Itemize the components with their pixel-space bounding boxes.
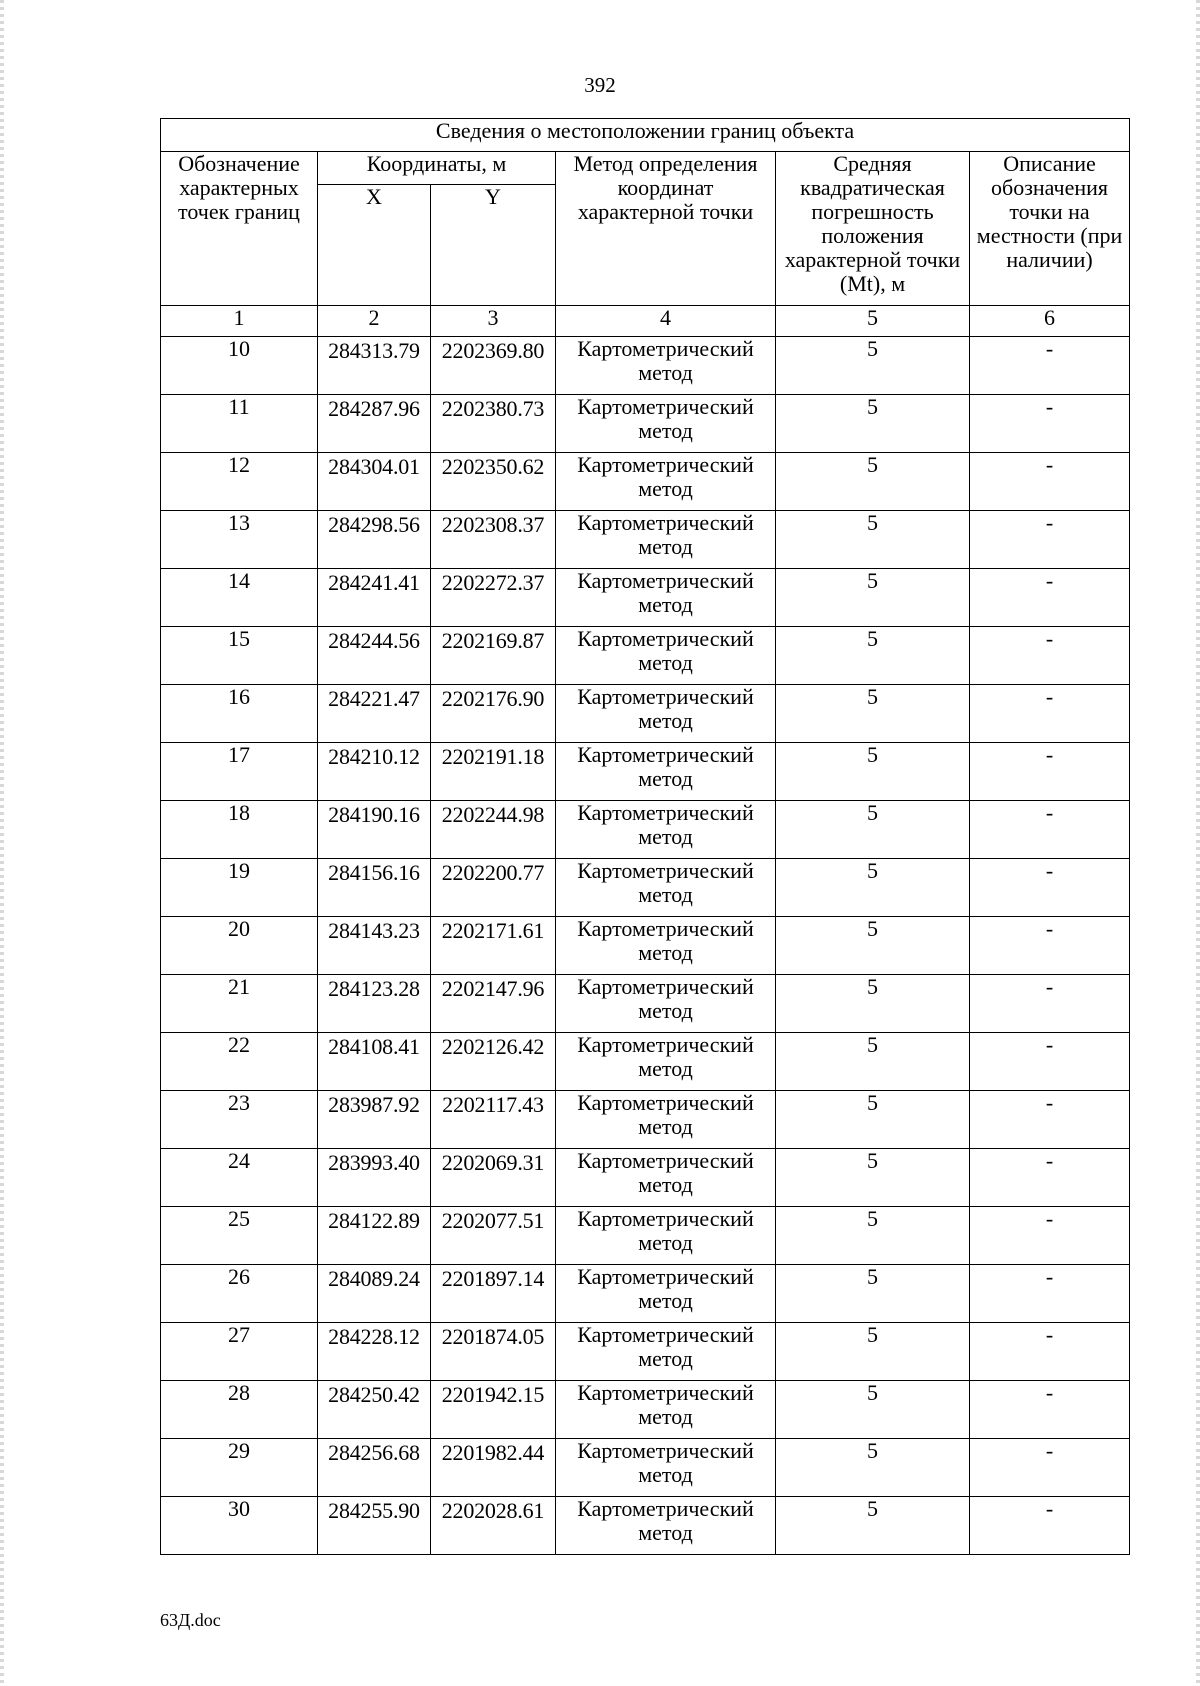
cell-y: 2201874.05	[431, 1323, 556, 1381]
cell-accuracy: 5	[776, 685, 970, 743]
cell-y: 2202117.43	[431, 1091, 556, 1149]
cell-point: 21	[161, 975, 318, 1033]
header-x: X	[318, 185, 431, 306]
cell-description: -	[970, 801, 1130, 859]
cell-description: -	[970, 569, 1130, 627]
table-row	[161, 395, 1130, 453]
scan-edge-left	[0, 0, 4, 1686]
cell-x: 284256.68	[318, 1439, 431, 1497]
cell-description: -	[970, 1497, 1130, 1555]
cell-accuracy: 5	[776, 743, 970, 801]
table-row	[161, 743, 1130, 801]
cell-y: 2201982.44	[431, 1439, 556, 1497]
cell-point: 30	[161, 1497, 318, 1555]
cell-description: -	[970, 395, 1130, 453]
cell-point: 20	[161, 917, 318, 975]
cell-y: 2201942.15	[431, 1381, 556, 1439]
column-number: 1	[161, 306, 318, 337]
cell-method: Картометрический метод	[556, 1207, 776, 1265]
cell-description: -	[970, 743, 1130, 801]
table-row	[161, 1091, 1130, 1149]
table-row	[161, 1149, 1130, 1207]
column-number: 5	[776, 306, 970, 337]
cell-description: -	[970, 337, 1130, 395]
cell-accuracy: 5	[776, 801, 970, 859]
cell-point: 16	[161, 685, 318, 743]
cell-x: 284123.28	[318, 975, 431, 1033]
cell-point: 18	[161, 801, 318, 859]
cell-x: 284089.24	[318, 1265, 431, 1323]
cell-method: Картометрический метод	[556, 1497, 776, 1555]
cell-y: 2202380.73	[431, 395, 556, 453]
cell-point: 12	[161, 453, 318, 511]
boundary-coordinates-table	[160, 118, 1130, 1555]
cell-point: 23	[161, 1091, 318, 1149]
page-number: 392	[584, 73, 616, 97]
cell-point: 14	[161, 569, 318, 627]
cell-accuracy: 5	[776, 337, 970, 395]
table-row	[161, 337, 1130, 395]
cell-x: 284108.41	[318, 1033, 431, 1091]
table-row	[161, 1439, 1130, 1497]
cell-x: 284143.23	[318, 917, 431, 975]
cell-description: -	[970, 1381, 1130, 1439]
cell-point: 24	[161, 1149, 318, 1207]
cell-x: 284298.56	[318, 511, 431, 569]
header-coordinates: Координаты, м	[318, 152, 556, 185]
cell-accuracy: 5	[776, 1265, 970, 1323]
header-point-designation: Обозначение характерных точек границ	[161, 152, 318, 306]
cell-point: 10	[161, 337, 318, 395]
cell-accuracy: 5	[776, 1207, 970, 1265]
cell-x: 284250.42	[318, 1381, 431, 1439]
cell-description: -	[970, 511, 1130, 569]
cell-x: 284156.16	[318, 859, 431, 917]
cell-method: Картометрический метод	[556, 337, 776, 395]
cell-y: 2202069.31	[431, 1149, 556, 1207]
cell-point: 29	[161, 1439, 318, 1497]
table-row	[161, 859, 1130, 917]
cell-point: 25	[161, 1207, 318, 1265]
cell-method: Картометрический метод	[556, 1439, 776, 1497]
column-number-row	[161, 306, 1130, 337]
cell-method: Картометрический метод	[556, 917, 776, 975]
cell-x: 284122.89	[318, 1207, 431, 1265]
cell-y: 2201897.14	[431, 1265, 556, 1323]
cell-y: 2202369.80	[431, 337, 556, 395]
cell-x: 284190.16	[318, 801, 431, 859]
table-row	[161, 917, 1130, 975]
table-row	[161, 1265, 1130, 1323]
cell-y: 2202077.51	[431, 1207, 556, 1265]
cell-accuracy: 5	[776, 627, 970, 685]
cell-point: 17	[161, 743, 318, 801]
table-caption: Сведения о местоположении границ объекта	[161, 119, 1130, 152]
cell-description: -	[970, 1091, 1130, 1149]
cell-method: Картометрический метод	[556, 743, 776, 801]
cell-y: 2202272.37	[431, 569, 556, 627]
table-row	[161, 511, 1130, 569]
cell-point: 19	[161, 859, 318, 917]
cell-description: -	[970, 1323, 1130, 1381]
cell-method: Картометрический метод	[556, 395, 776, 453]
cell-y: 2202200.77	[431, 859, 556, 917]
cell-method: Картометрический метод	[556, 859, 776, 917]
cell-accuracy: 5	[776, 511, 970, 569]
table-row	[161, 1323, 1130, 1381]
cell-x: 283987.92	[318, 1091, 431, 1149]
cell-x: 284228.12	[318, 1323, 431, 1381]
cell-method: Картометрический метод	[556, 1149, 776, 1207]
cell-accuracy: 5	[776, 569, 970, 627]
footer-filename: 63Д.doc	[160, 1610, 221, 1630]
cell-y: 2202171.61	[431, 917, 556, 975]
column-number: 2	[318, 306, 431, 337]
cell-y: 2202191.18	[431, 743, 556, 801]
cell-point: 13	[161, 511, 318, 569]
cell-x: 284313.79	[318, 337, 431, 395]
cell-method: Картометрический метод	[556, 453, 776, 511]
cell-description: -	[970, 1439, 1130, 1497]
column-number: 3	[431, 306, 556, 337]
cell-method: Картометрический метод	[556, 975, 776, 1033]
cell-point: 22	[161, 1033, 318, 1091]
header-y: Y	[431, 185, 556, 306]
cell-x: 283993.40	[318, 1149, 431, 1207]
table-row	[161, 569, 1130, 627]
cell-description: -	[970, 859, 1130, 917]
cell-method: Картометрический метод	[556, 627, 776, 685]
cell-method: Картометрический метод	[556, 1265, 776, 1323]
cell-accuracy: 5	[776, 1497, 970, 1555]
cell-y: 2202028.61	[431, 1497, 556, 1555]
cell-description: -	[970, 1207, 1130, 1265]
cell-accuracy: 5	[776, 1323, 970, 1381]
cell-accuracy: 5	[776, 859, 970, 917]
cell-description: -	[970, 1033, 1130, 1091]
cell-x: 284241.41	[318, 569, 431, 627]
cell-accuracy: 5	[776, 1033, 970, 1091]
cell-x: 284287.96	[318, 395, 431, 453]
table-row	[161, 975, 1130, 1033]
cell-description: -	[970, 453, 1130, 511]
cell-accuracy: 5	[776, 1381, 970, 1439]
cell-y: 2202176.90	[431, 685, 556, 743]
cell-point: 28	[161, 1381, 318, 1439]
cell-y: 2202244.98	[431, 801, 556, 859]
cell-x: 284221.47	[318, 685, 431, 743]
table-row	[161, 453, 1130, 511]
table-row	[161, 1207, 1130, 1265]
cell-y: 2202169.87	[431, 627, 556, 685]
cell-x: 284210.12	[318, 743, 431, 801]
cell-accuracy: 5	[776, 1091, 970, 1149]
column-number: 6	[970, 306, 1130, 337]
table-body	[161, 337, 1130, 1555]
cell-point: 11	[161, 395, 318, 453]
cell-x: 284304.01	[318, 453, 431, 511]
cell-description: -	[970, 1265, 1130, 1323]
cell-method: Картометрический метод	[556, 1033, 776, 1091]
cell-accuracy: 5	[776, 395, 970, 453]
cell-y: 2202308.37	[431, 511, 556, 569]
cell-accuracy: 5	[776, 453, 970, 511]
table-row	[161, 801, 1130, 859]
header-description: Описание обозначения точки на местности (при наличии)	[970, 152, 1130, 306]
cell-method: Картометрический метод	[556, 685, 776, 743]
cell-point: 26	[161, 1265, 318, 1323]
cell-x: 284255.90	[318, 1497, 431, 1555]
cell-description: -	[970, 685, 1130, 743]
table-row	[161, 627, 1130, 685]
cell-description: -	[970, 1149, 1130, 1207]
table-row	[161, 1497, 1130, 1555]
header-method: Метод определения координат характерной точки	[556, 152, 776, 306]
cell-point: 15	[161, 627, 318, 685]
cell-accuracy: 5	[776, 975, 970, 1033]
cell-method: Картометрический метод	[556, 1091, 776, 1149]
cell-accuracy: 5	[776, 1439, 970, 1497]
cell-accuracy: 5	[776, 1149, 970, 1207]
cell-method: Картометрический метод	[556, 801, 776, 859]
cell-y: 2202147.96	[431, 975, 556, 1033]
cell-method: Картометрический метод	[556, 1323, 776, 1381]
scan-edge-right	[1196, 0, 1200, 1686]
cell-point: 27	[161, 1323, 318, 1381]
table-row	[161, 685, 1130, 743]
cell-description: -	[970, 917, 1130, 975]
cell-description: -	[970, 627, 1130, 685]
cell-x: 284244.56	[318, 627, 431, 685]
cell-y: 2202126.42	[431, 1033, 556, 1091]
cell-description: -	[970, 975, 1130, 1033]
header-accuracy: Средняя квадратическая погрешность положения характерной точки (Mt), м	[776, 152, 970, 306]
cell-method: Картометрический метод	[556, 1381, 776, 1439]
cell-method: Картометрический метод	[556, 569, 776, 627]
cell-y: 2202350.62	[431, 453, 556, 511]
cell-accuracy: 5	[776, 917, 970, 975]
table-row	[161, 1381, 1130, 1439]
table-row	[161, 1033, 1130, 1091]
cell-method: Картометрический метод	[556, 511, 776, 569]
column-number: 4	[556, 306, 776, 337]
